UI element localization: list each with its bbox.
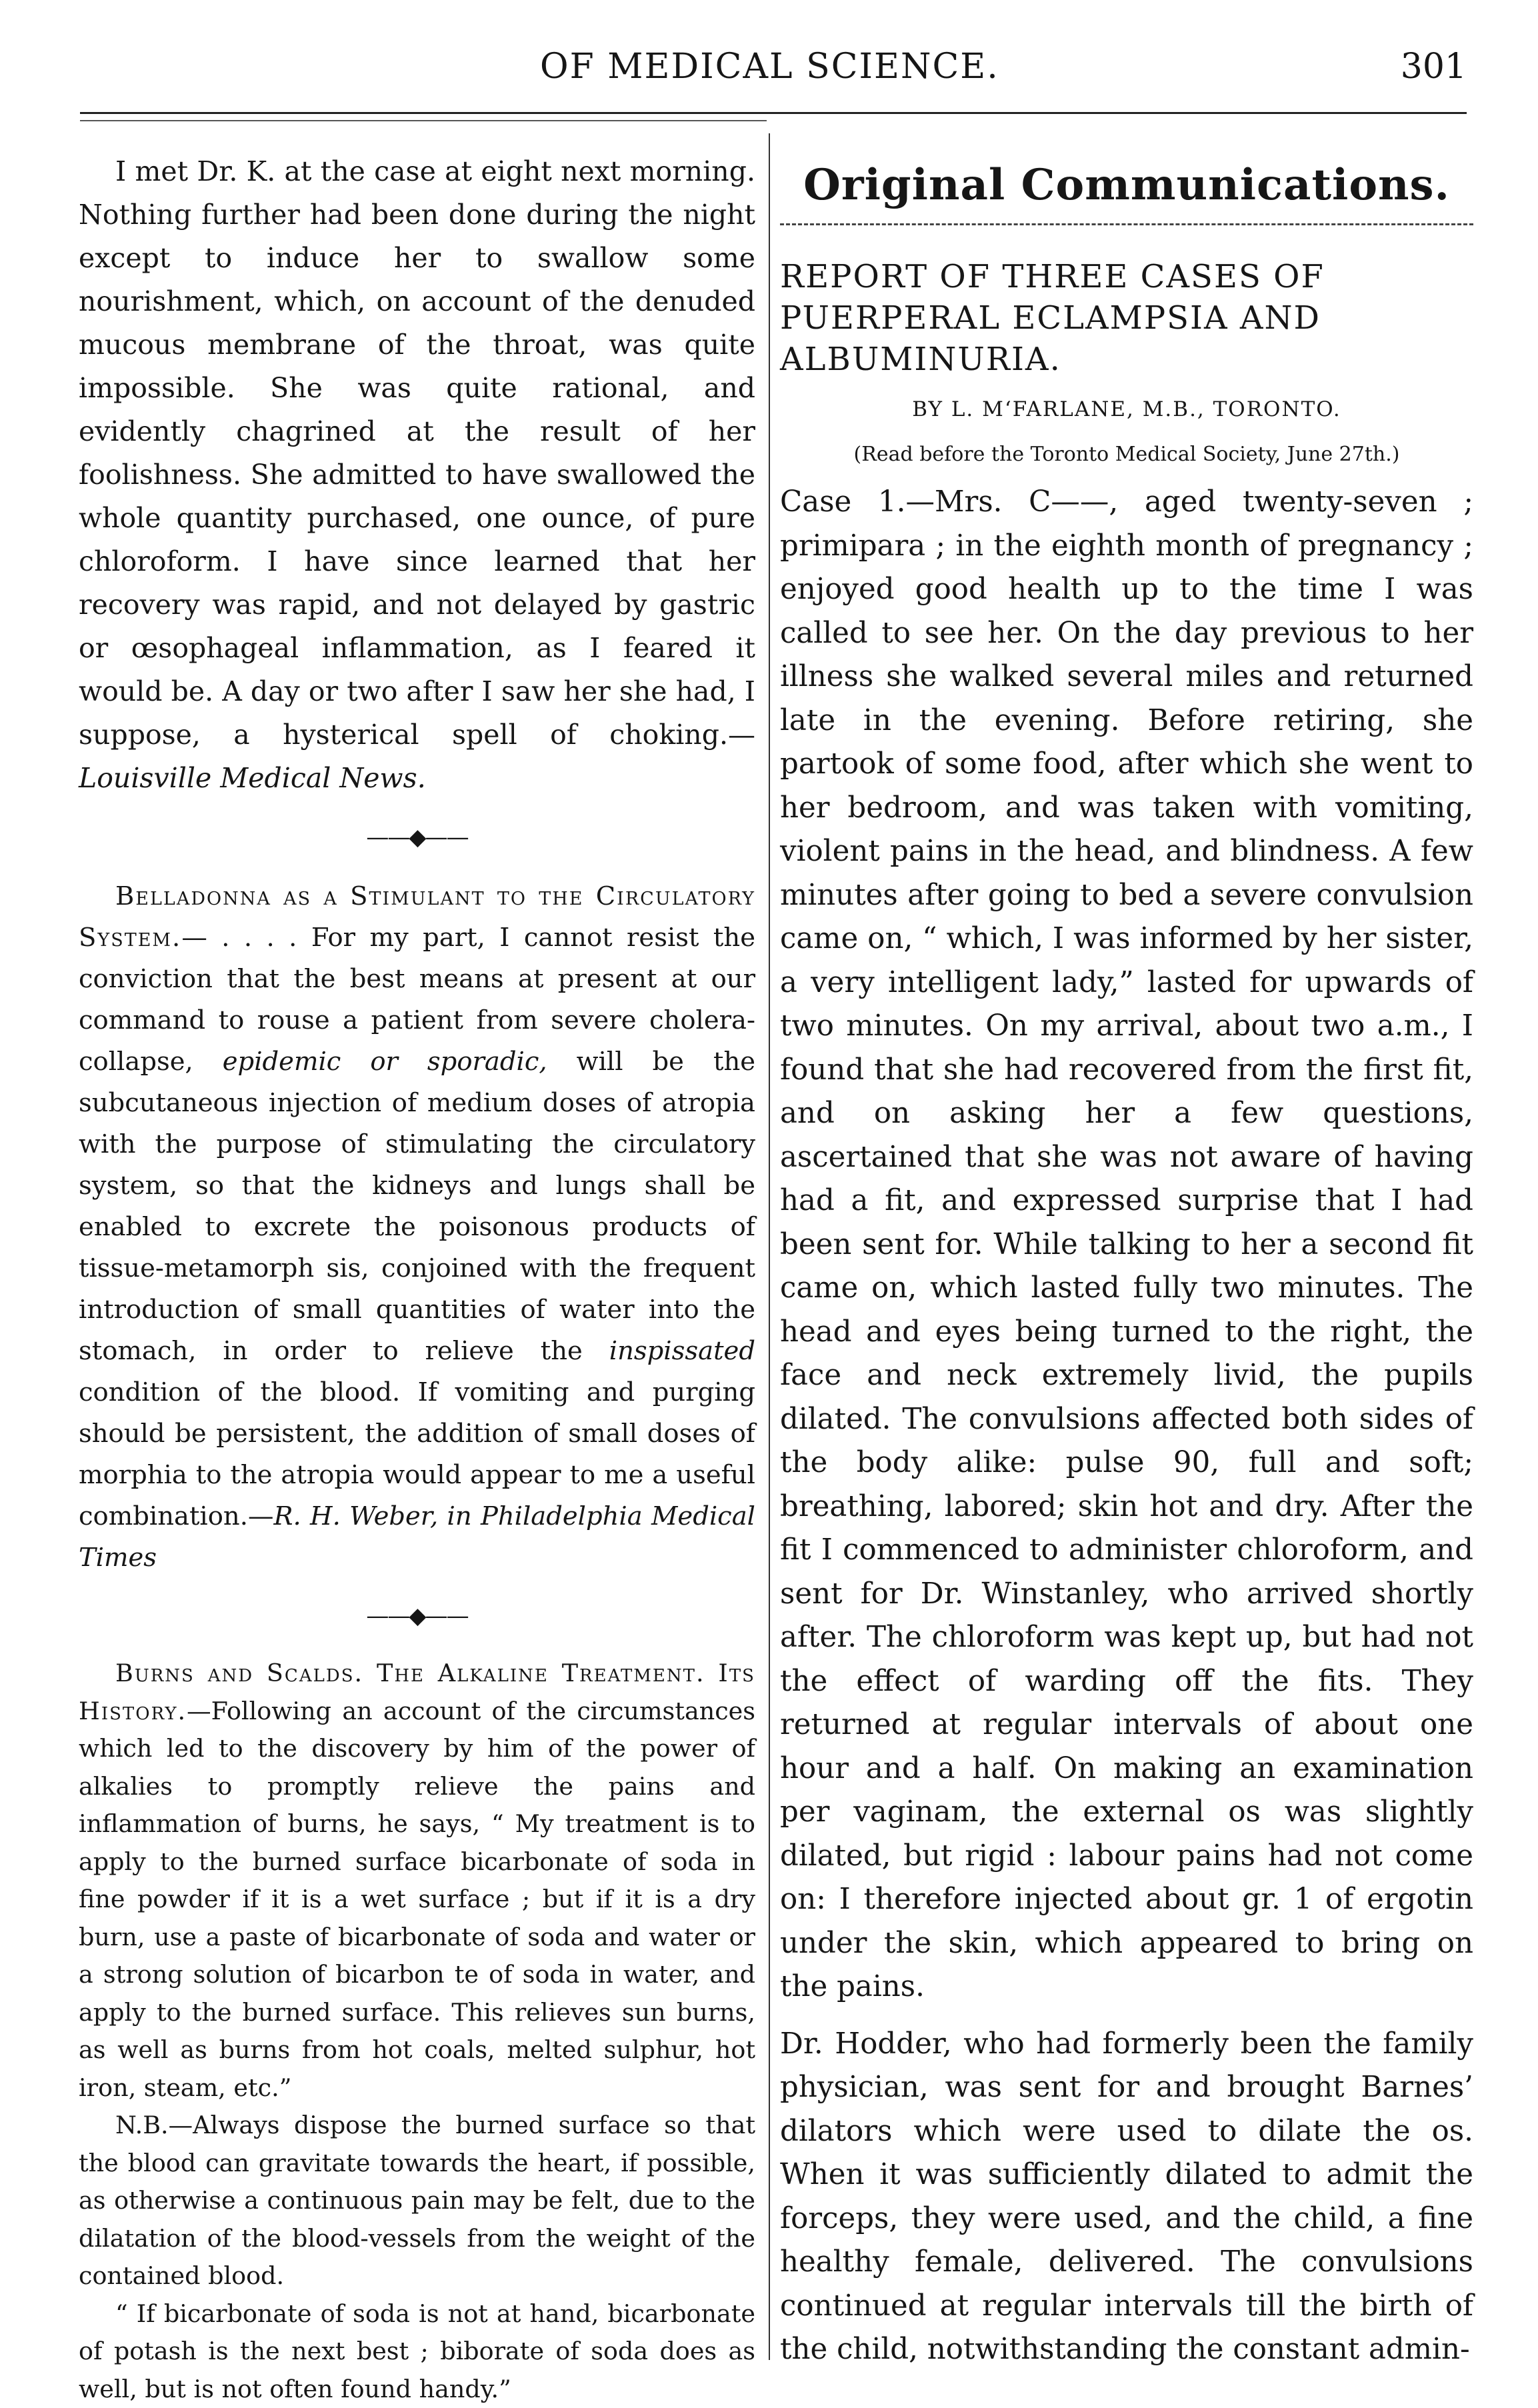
- author-byline: BY L. M‘FARLANE, M.B., TORONTO.: [780, 397, 1473, 421]
- read-note: (Read before the Toronto Medical Society, June 27th.): [780, 443, 1473, 466]
- italic-text: epidemic or sporadic,: [223, 1047, 547, 1077]
- column-divider: [769, 133, 770, 2360]
- paragraph-text: will be the subcutaneous injection of medium doses of atropia with the purpose of stimulating the circulatory system, so that the kidneys and lungs shall be enabled to excrete the poisonous products of tissue-metamorph sis, conjoined with the frequent introduction of small quantities of water into the stomach, in order to relieve the: [79, 1047, 755, 1366]
- paragraph-gap: [780, 2009, 1473, 2023]
- nb-paragraph: N.B.—Always dispose the burned surface so that the blood can gravitate towards the heart, if possible, as otherwise a continuous pain may be felt, due to the dilatation of the blood-vessels from the weight of the contained blood.: [79, 2107, 755, 2295]
- running-head-title: OF MEDICAL SCIENCE.: [540, 47, 999, 87]
- left-column: [79, 150, 755, 2408]
- article-heading: Belladonna as a Stimulant to the Circulatory System.: [79, 881, 755, 953]
- ornament-divider: ——◆——: [79, 824, 755, 851]
- dashed-rule: [780, 223, 1473, 225]
- section-heading: Original Communications.: [780, 160, 1473, 210]
- hodder-paragraph: Dr. Hodder, who had formerly been the family physician, was sent for and brought Barnes’ dilators which were used to dilate the os. When it was sufficiently dilated to admit the forceps, they were used, and the child, a fine healthy female, delivered. The convulsions continued at regular intervals till the birth of the child, notwithstanding the constant admin-: [780, 2023, 1473, 2372]
- ornament-divider: ——◆——: [79, 1603, 755, 1629]
- source-citation: R. H. Weber, in Philadelphia Medical Times: [79, 1501, 755, 1573]
- article-title: REPORT OF THREE CASES OF PUERPERAL ECLAMPSIA AND ALBUMINURIA.: [780, 256, 1473, 380]
- paragraph-text: —Following an account of the circumstances which led to the discovery by him of the power of alkalies to promptly relieve the pains and inflammation of burns, he says, “ My treatment is to apply to the burned surface bicarbonate of soda in fine powder if it is a wet surface ; but if it is a dry burn, use a paste of bicarbonate of soda and water or a strong solution of bicarbon te of soda in water, and apply to the burned surface. This relieves sun burns, as well as burns from hot coals, melted sulphur, hot iron, steam, etc.”: [79, 1697, 755, 2102]
- article-heading: Burns and Scalds. The Alkaline Treatment. Its History.: [79, 1659, 755, 1725]
- paragraph-text: condition of the blood. If vomiting and purging should be persistent, the addition of small doses of morphia to the atropia would appear to me a useful combination.—: [79, 1377, 755, 1531]
- burns-article: [79, 1655, 755, 2107]
- paragraph-text: I met Dr. K. at the case at eight next morning. Nothing further had been done during the night except to induce her to swallow some nourishment, which, on account of the denuded mucous membrane of the throat, was quite impossible. She was quite rational, and evidently chagrined at the result of her foolishness. She admitted to have swallowed the whole quantity purchased, one ounce, of pure chloroform. I have since learned that her recovery was rapid, and not delayed by gastric or œsophageal inflammation, as I feared it would be. A day or two after I saw her she had, I suppose, a hysterical spell of choking.—: [79, 155, 755, 751]
- page-number: 301: [1401, 47, 1467, 87]
- belladonna-article: [79, 876, 755, 1579]
- italic-text: inspissated: [609, 1336, 755, 1366]
- paragraph-text: — . . . . For my part, I cannot resist the conviction that the best means at present at our command to rouse a patient from severe cholera-collapse,: [79, 923, 755, 1077]
- right-column: [780, 153, 1473, 2372]
- source-citation: Louisville Medical News.: [79, 762, 426, 794]
- final-quote-paragraph: “ If bicarbonate of soda is not at hand, bicarbonate of potash is the next best ; biborate of soda does as well, but is not often found handy.”: [79, 2295, 755, 2408]
- running-head: [87, 47, 1467, 107]
- chloroform-case-paragraph: [79, 150, 755, 800]
- header-rule-secondary: [80, 120, 767, 121]
- case-1-paragraph: Case 1.—Mrs. C——, aged twenty-seven ; primipara ; in the eighth month of pregnancy ; enjoyed good health up to the time I was called to see her. On the day previous to her illness she walked several miles and returned late in the evening. Before retiring, she partook of some food, after which she went to her bedroom, and was taken with vomiting, violent pains in the head, and blindness. A few minutes after going to bed a severe convulsion came on, “ which, I was informed by her sister, a very intelligent lady,” lasted for upwards of two minutes. On my arrival, about two a.m., I found that she had recovered from the first fit, and on asking her a few questions, ascertained that she was not aware of having had a fit, and expressed surprise that I had been sent for. While talking to her a second fit came on, which lasted fully two minutes. The head and eyes being turned to the right, the face and neck extremely livid, the pupils dilated. The convulsions affected both sides of the body alike: pulse 90, full and soft; breathing, labored; skin hot and dry. After the fit I commenced to administer chloroform, and sent for Dr. Winstanley, who arrived shortly after. The chloroform was kept up, but had not the effect of warding off the fits. They returned at regular intervals of about one hour and a half. On making an examination per vaginam, the external os was slightly dilated, but rigid : labour pains had not come on: I therefore injected about gr. 1 of ergotin under the skin, which appeared to bring on the pains.: [780, 481, 1473, 2009]
- header-rule: [80, 112, 1467, 114]
